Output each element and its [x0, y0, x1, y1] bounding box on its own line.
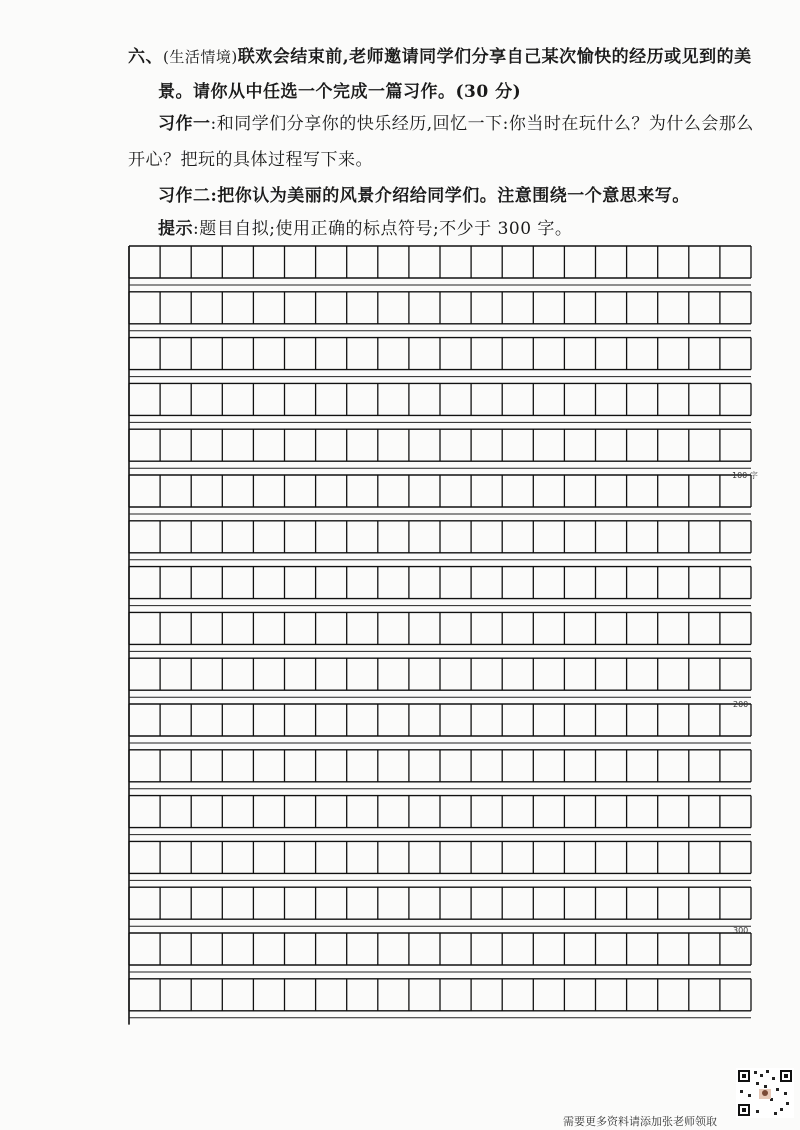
grid-row — [129, 704, 751, 743]
grid-row — [129, 658, 751, 697]
option-2-text: :把你认为美丽的风景介绍给同学们。注意围绕一个意思来写。 — [210, 186, 690, 206]
grid-row — [129, 841, 751, 880]
option-1-label: 习作一 — [158, 114, 211, 134]
question-context: (生活情境) — [163, 48, 238, 66]
grid-row — [129, 567, 751, 606]
grid-row — [129, 979, 751, 1018]
grid-row — [129, 383, 751, 422]
grid-row — [129, 475, 751, 514]
grid-row — [129, 933, 751, 972]
grid-row — [129, 429, 751, 468]
word-count-mark-300: 300 — [733, 926, 749, 935]
grid-row — [129, 292, 751, 331]
grid-row — [129, 246, 751, 285]
question-line-2: 景。请你从中任选一个完成一篇习作。(30 分) — [158, 82, 522, 102]
grid-row — [129, 612, 751, 651]
footer-note: 需要更多资料请添加张老师领取 — [563, 1115, 717, 1128]
grid-row — [129, 750, 751, 789]
grid-row — [129, 521, 751, 560]
hint-text: :题目自拟;使用正确的标点符号;不少于 300 字。 — [193, 219, 573, 239]
word-count-mark-100: 100 字 — [732, 471, 758, 480]
grid-row — [129, 887, 751, 926]
grid-row — [129, 338, 751, 377]
hint-label: 提示 — [158, 219, 193, 239]
question-number: 六、 — [128, 47, 163, 67]
word-count-mark-200: 200 — [733, 700, 749, 709]
question-line-1-text: 联欢会结束前,老师邀请同学们分享自己某次愉快的经历或见到的美 — [237, 47, 752, 67]
qr-code-icon — [736, 1068, 794, 1118]
option-2-label: 习作二 — [158, 186, 211, 206]
option-1-text: :和同学们分享你的快乐经历,回忆一下:你当时在玩什么？为什么会那么 — [210, 114, 754, 134]
option-1-line-2: 开心？把玩的具体过程写下来。 — [128, 150, 373, 170]
grid-row — [129, 796, 751, 835]
